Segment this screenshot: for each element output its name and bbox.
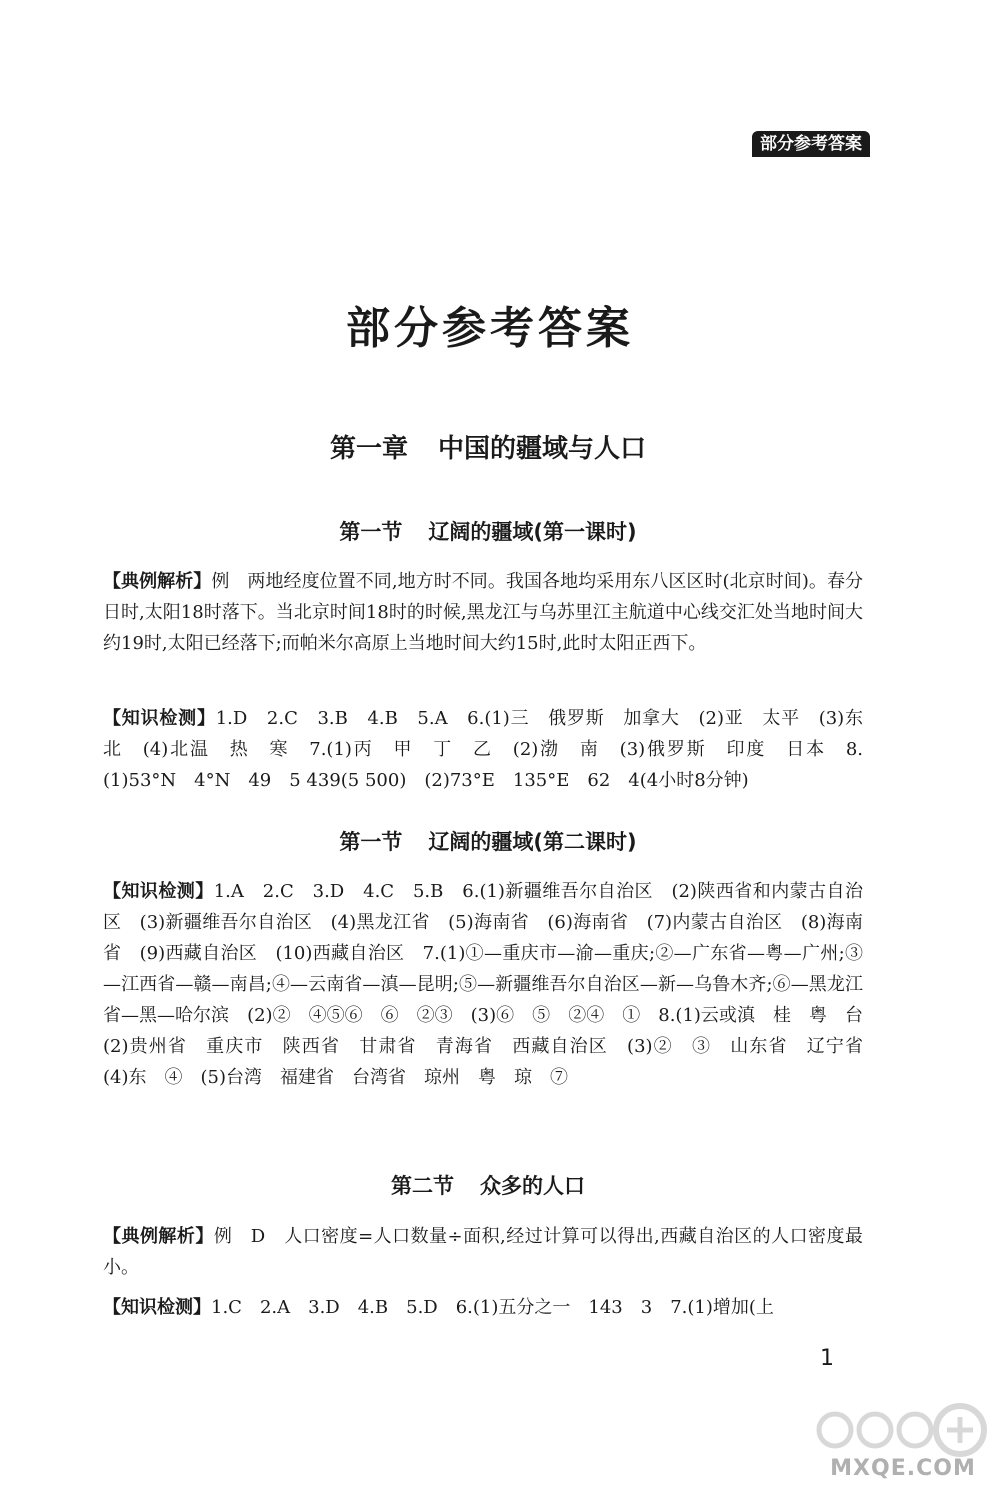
chapter-heading [0, 428, 976, 465]
example-text: 例 D 人口密度=人口数量÷面积,经过计算可以得出,西藏自治区的人口密度最小。 [103, 1226, 863, 1278]
section-name: 众多的人口 [480, 1174, 585, 1198]
watermark-site: MXQE.COM [830, 1456, 976, 1481]
check-text: 1.A 2.C 3.D 4.C 5.B 6.(1)新疆维吾尔自治区 (2)陕西省和内蒙古自治区 (3)新疆维吾尔自治区 (4)黑龙江省 (5)海南省 (6)海南省 (7)内蒙古自治区 (8)海南省 (9)西藏自治区 (10)西藏自治区 7.(1)①—重庆市—渝—重庆;②—广东省—粤—广州;③—江西省—赣—南昌;④—云南省—滇—昆明;⑤—新疆维吾尔自治区—新—乌鲁木齐;⑥—黑龙江省—黑—哈尔滨 (2)② ④⑤⑥ ⑥ ②③ (3)⑥ ⑤ ②④ ① 8.(1)云或滇 桂 粤 台 (2)贵州省 重庆市 陕西省 甘肃省 青海省 西藏自治区 (3)② ③ 山东省 辽宁省 (4)东 ④ (5)台湾 福建省 台湾省 琼州 粤 琼 ⑦ [103, 881, 881, 1088]
check-tag: 【知识检测】 [103, 708, 216, 729]
section-heading-2 [0, 826, 976, 856]
chapter-number: 第一章 [329, 434, 408, 464]
check-text: 1.D 2.C 3.B 4.B 5.A 6.(1)三 俄罗斯 加拿大 (2)亚 太平 (3)东 北 (4)北温 热 寒 7.(1)丙 甲 丁 乙 (2)渤 南 (3)俄罗斯 印度 日本 8.(1)53°N 4°N 49 5 439(5 500) (2)73°E 135°E 62 4(4小时8分钟) [103, 708, 881, 791]
header-tab: 部分参考答案 [752, 131, 870, 157]
check-paragraph-2 [103, 876, 881, 1093]
section-name: 辽阔的疆域(第一课时) [428, 520, 637, 544]
section-heading-1 [0, 516, 976, 546]
example-paragraph-1 [103, 566, 863, 659]
example-paragraph-3 [103, 1221, 863, 1283]
check-paragraph-3 [103, 1292, 863, 1323]
page-number: 1 [820, 1346, 834, 1371]
section-name: 辽阔的疆域(第二课时) [428, 830, 637, 854]
check-tag: 【知识检测】 [103, 881, 214, 902]
check-paragraph-1 [103, 703, 881, 796]
section-heading-3 [0, 1170, 976, 1200]
page-title: 部分参考答案 [346, 303, 634, 354]
section-number: 第一节 [339, 830, 403, 854]
example-tag: 【典例解析】 [103, 571, 212, 592]
section-number: 第一节 [339, 520, 403, 544]
check-text: 1.C 2.A 3.D 4.B 5.D 6.(1)五分之一 143 3 7.(1)增加(上 [211, 1297, 774, 1318]
example-text: 例 两地经度位置不同,地方时不同。我国各地均采用东八区区时(北京时间)。春分日时,太阳18时落下。当北京时间18时的时候,黑龙江与乌苏里江主航道中心线交汇处当地时间大约19时,太阳已经落下;而帕米尔高原上当地时间大约15时,此时太阳正西下。 [103, 571, 863, 654]
section-number: 第二节 [391, 1174, 454, 1198]
chapter-name: 中国的疆域与人口 [438, 434, 647, 464]
check-tag: 【知识检测】 [103, 1297, 211, 1318]
example-tag: 【典例解析】 [103, 1226, 214, 1247]
